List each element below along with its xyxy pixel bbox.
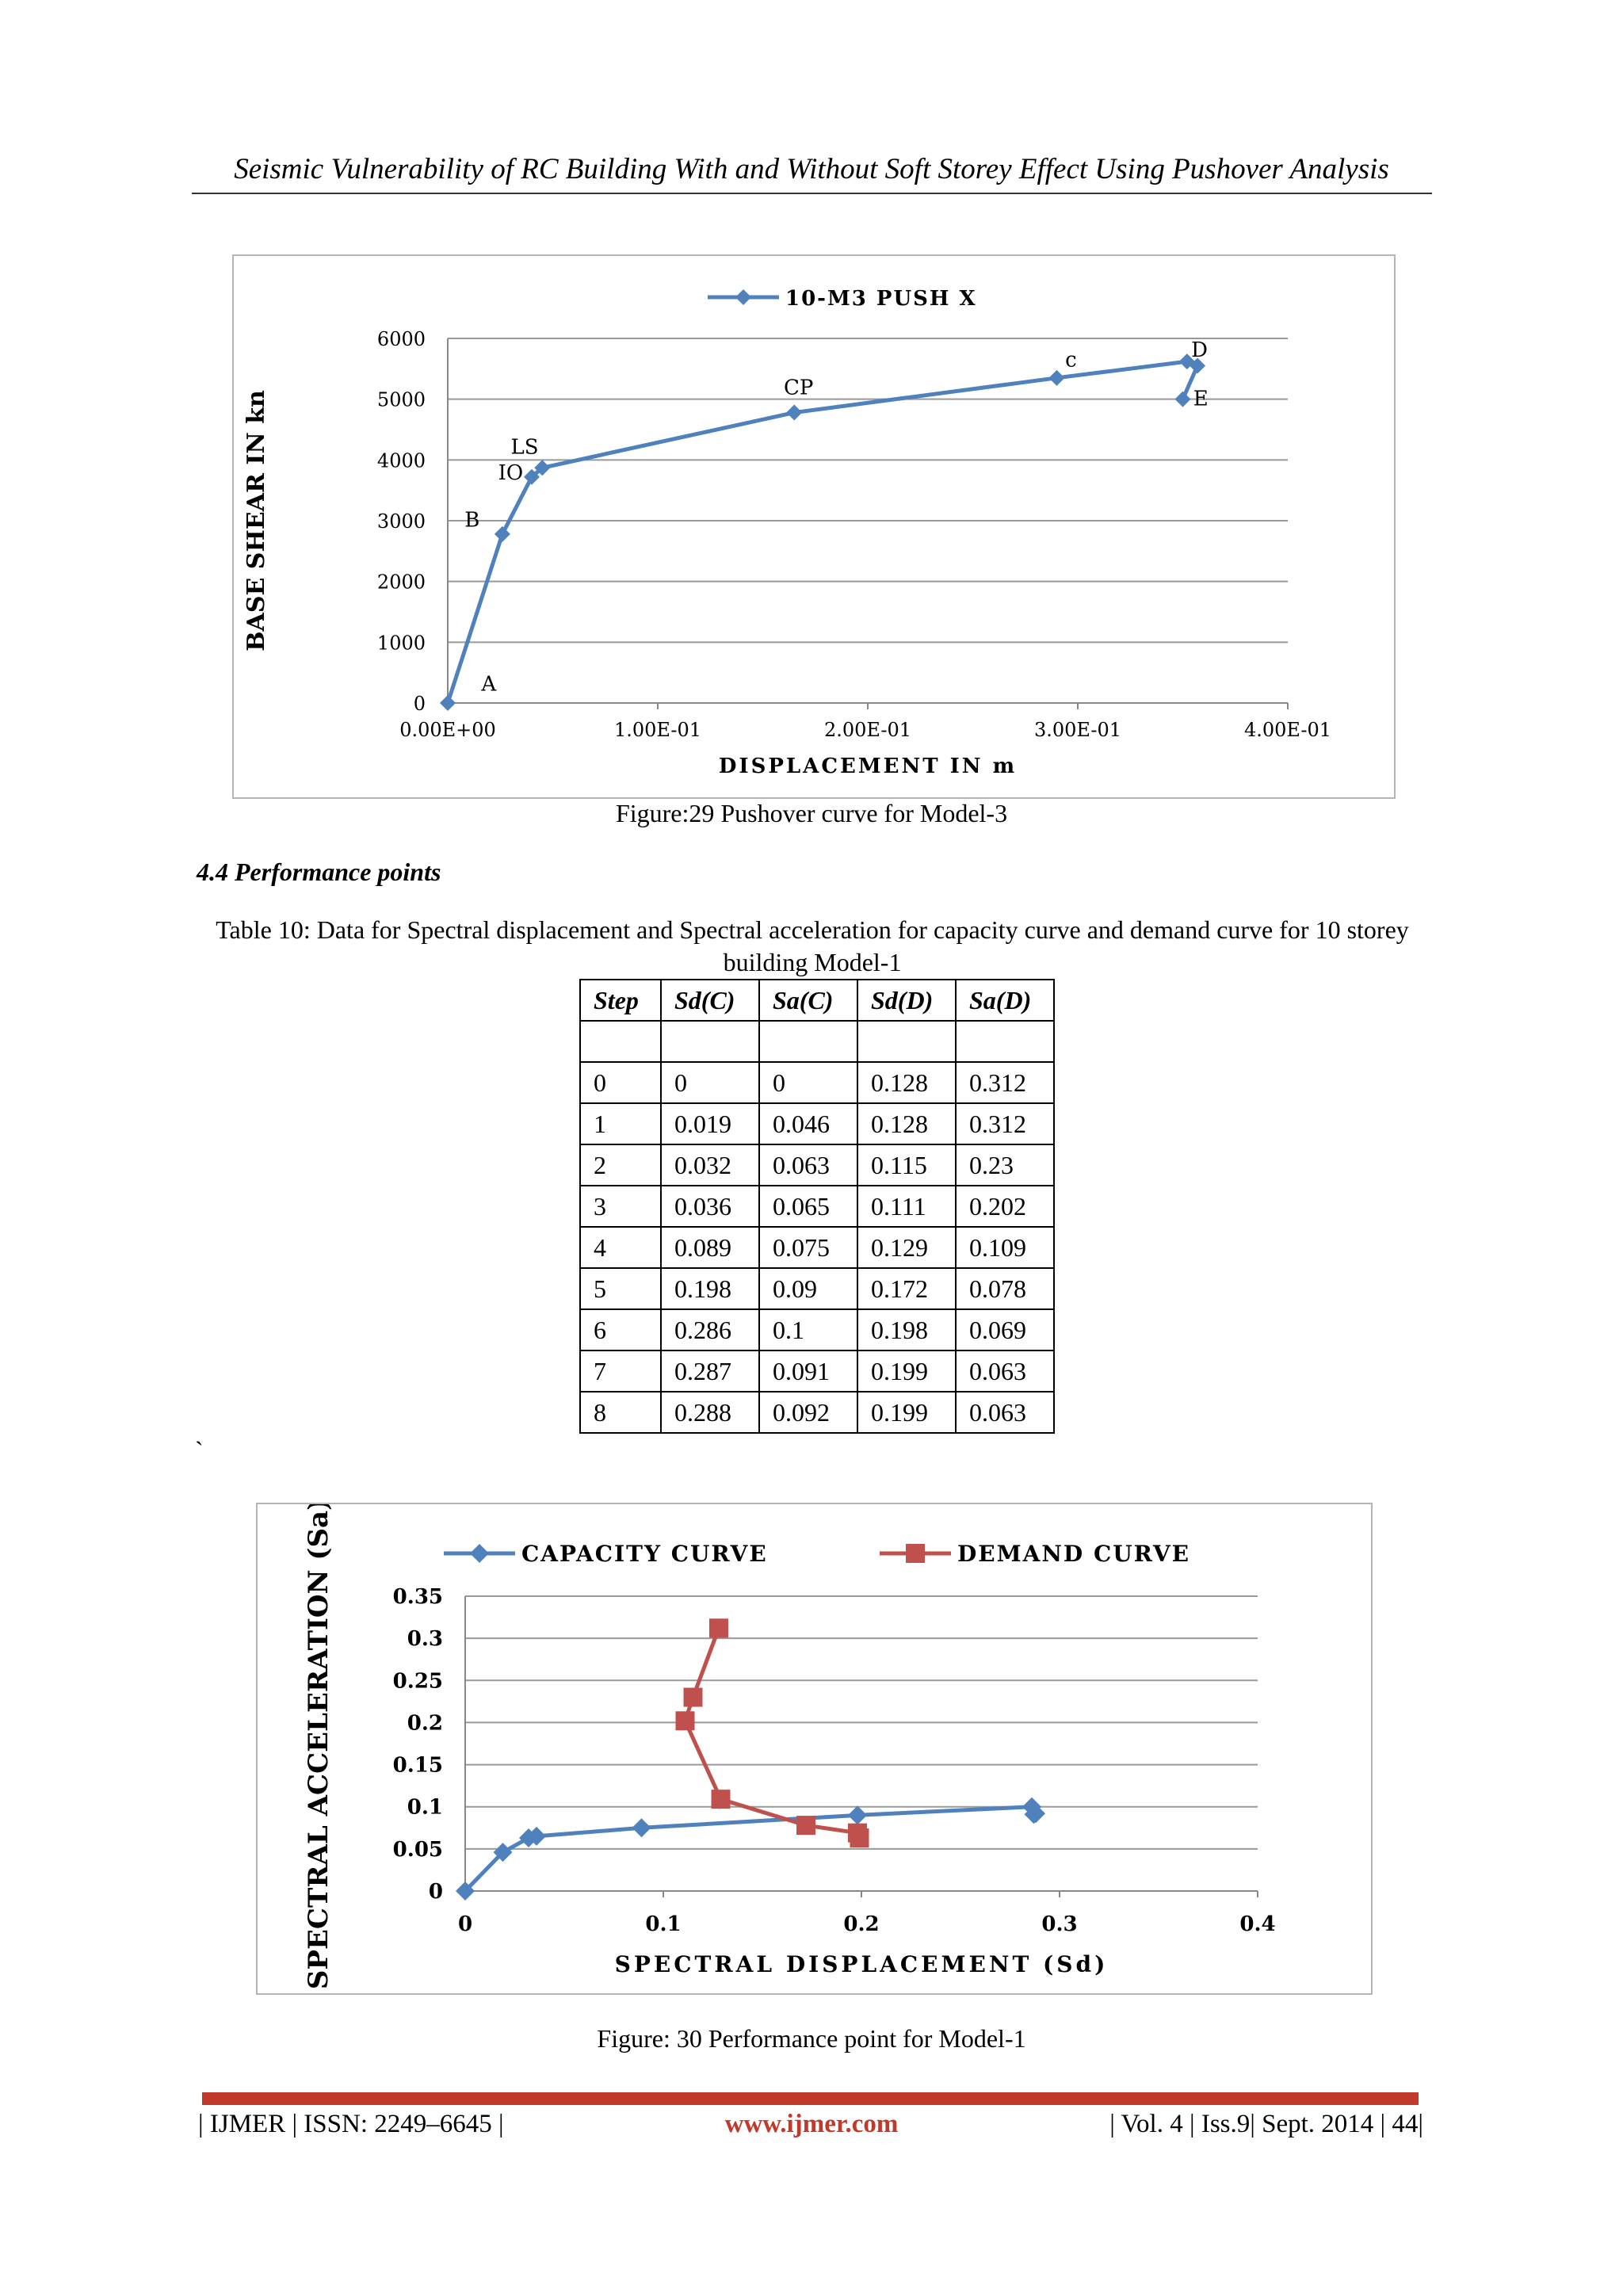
table-10-caption: Table 10: Data for Spectral displacement and Spectral acceleration for capacity curve and demand curve for 10 storey building Model-1 <box>216 915 1409 976</box>
y-tick-label: 0.25 <box>392 1669 443 1694</box>
table-cell: 0 <box>759 1062 857 1103</box>
table-cell: 0.063 <box>759 1144 857 1186</box>
data-point <box>684 1688 703 1707</box>
table-cell: 0.075 <box>759 1227 857 1268</box>
header-rule <box>192 193 1432 194</box>
y-tick-label: 4000 <box>376 449 426 472</box>
table-cell: 0.199 <box>857 1392 956 1433</box>
data-point <box>1049 370 1065 386</box>
x-tick-label: 1.00E-01 <box>613 719 702 741</box>
y-tick-label: 3000 <box>376 510 426 533</box>
table-cell: 5 <box>580 1268 661 1309</box>
data-point <box>850 1828 869 1847</box>
col-header-sa-d: Sa(D) <box>956 980 1054 1021</box>
col-header-sd-c: Sd(C) <box>661 980 759 1021</box>
table-cell: 0.287 <box>661 1350 759 1392</box>
y-tick-label: 1000 <box>376 632 426 655</box>
y-tick-label: 0 <box>413 693 426 715</box>
performance-point-chart <box>258 1504 1371 1993</box>
y-tick-label: 0.35 <box>392 1585 443 1609</box>
table-cell: 0.23 <box>956 1144 1054 1186</box>
table-cell: 0.128 <box>857 1062 956 1103</box>
data-point <box>440 695 456 711</box>
table-body <box>580 1021 1054 1433</box>
table-cell: 6 <box>580 1309 661 1350</box>
table-cell: 0.1 <box>759 1309 857 1350</box>
point-label: c <box>1065 348 1077 372</box>
table-cell: 0.019 <box>661 1103 759 1144</box>
x-tick-label: 0 <box>457 1912 473 1936</box>
table-cell: 3 <box>580 1186 661 1227</box>
table-cell: 0.063 <box>956 1392 1054 1433</box>
x-tick-label: 4.00E-01 <box>1243 719 1332 741</box>
table-cell: 0.312 <box>956 1062 1054 1103</box>
y-tick-label: 0.3 <box>407 1627 443 1652</box>
figure-29-frame <box>232 254 1396 799</box>
x-tick-label: 0.00E+00 <box>399 719 496 741</box>
footer-journal: | IJMER | ISSN: 2249–6645 | <box>198 2110 504 2138</box>
table-cell: 0.172 <box>857 1268 956 1309</box>
y-tick-label: 0.1 <box>407 1795 443 1820</box>
table-cell <box>759 1021 857 1062</box>
table-cell: 0.109 <box>956 1227 1054 1268</box>
table-cell: 0.199 <box>857 1350 956 1392</box>
x-axis-label: DISPLACEMENT IN m <box>718 755 1018 778</box>
table-header-row <box>580 980 1054 1021</box>
x-tick-label: 0.2 <box>843 1912 880 1936</box>
data-point <box>632 1818 651 1837</box>
table-cell: 0.089 <box>661 1227 759 1268</box>
data-point <box>712 1790 731 1809</box>
table-cell: 0.069 <box>956 1309 1054 1350</box>
table-cell: 0.128 <box>857 1103 956 1144</box>
legend-marker <box>735 289 751 305</box>
table-cell: 0.312 <box>956 1103 1054 1144</box>
table-cell: 0.092 <box>759 1392 857 1433</box>
table-row <box>580 1392 1054 1433</box>
col-header-sa-c: Sa(C) <box>759 980 857 1021</box>
table-row <box>580 1227 1054 1268</box>
table-cell: 0.198 <box>661 1268 759 1309</box>
footer-website-link[interactable]: www.ijmer.com <box>724 2110 899 2138</box>
table-cell: 0.111 <box>857 1186 956 1227</box>
table-row <box>580 1309 1054 1350</box>
x-tick-label: 0.3 <box>1041 1912 1078 1936</box>
table-cell: 0.288 <box>661 1392 759 1433</box>
table-cell <box>661 1021 759 1062</box>
table-cell <box>580 1021 661 1062</box>
stray-mark: ` <box>195 1436 204 1465</box>
table-row <box>580 1186 1054 1227</box>
y-axis-label: SPECTRAL ACCELERATION (Sa) <box>303 1504 334 1990</box>
series-line-0 <box>448 361 1197 703</box>
x-tick-label: 2.00E-01 <box>823 719 912 741</box>
table-cell: 1 <box>580 1103 661 1144</box>
x-tick-label: 3.00E-01 <box>1033 719 1122 741</box>
table-cell: 0 <box>661 1062 759 1103</box>
table-cell: 0.129 <box>857 1227 956 1268</box>
table-row <box>580 1144 1054 1186</box>
y-tick-label: 0.15 <box>392 1753 443 1778</box>
table-cell: 0.078 <box>956 1268 1054 1309</box>
table-cell: 2 <box>580 1144 661 1186</box>
table-cell <box>857 1021 956 1062</box>
y-tick-label: 5000 <box>376 388 426 411</box>
y-tick-label: 0.2 <box>407 1711 443 1736</box>
legend-marker <box>470 1544 489 1563</box>
data-point <box>495 526 510 542</box>
data-point <box>796 1816 815 1835</box>
table-cell: 0.065 <box>759 1186 857 1227</box>
point-label: CP <box>784 376 814 400</box>
legend-label: 10-M3 PUSH X <box>785 287 977 311</box>
figure-29-caption: Figure:29 Pushover curve for Model-3 <box>615 799 1008 827</box>
x-axis-label: SPECTRAL DISPLACEMENT (Sd) <box>614 1951 1109 1977</box>
legend-label: CAPACITY CURVE <box>521 1541 768 1567</box>
legend-label: DEMAND CURVE <box>957 1541 1191 1567</box>
table-cell: 0.198 <box>857 1309 956 1350</box>
table-cell: 0 <box>580 1062 661 1103</box>
table-row <box>580 1103 1054 1144</box>
y-tick-label: 6000 <box>376 328 426 350</box>
figure-30-frame <box>256 1503 1373 1995</box>
table-cell: 0.091 <box>759 1350 857 1392</box>
table-cell: 0.286 <box>661 1309 759 1350</box>
table-row <box>580 1021 1054 1062</box>
y-tick-label: 2000 <box>376 571 426 594</box>
point-label: A <box>481 672 497 697</box>
point-label: IO <box>498 460 524 485</box>
footer-volume: | Vol. 4 | Iss.9| Sept. 2014 | 44| <box>1109 2110 1423 2138</box>
legend-marker <box>906 1544 925 1563</box>
table-row <box>580 1062 1054 1103</box>
point-label: D <box>1191 338 1208 362</box>
table-cell: 0.063 <box>956 1350 1054 1392</box>
table-cell: 0.202 <box>956 1186 1054 1227</box>
y-tick-label: 0.05 <box>392 1837 443 1862</box>
y-axis-label: BASE SHEAR IN kn <box>242 390 270 651</box>
table-cell: 0.046 <box>759 1103 857 1144</box>
table-cell: 4 <box>580 1227 661 1268</box>
table-cell: 7 <box>580 1350 661 1392</box>
figure-30-caption: Figure: 30 Performance point for Model-1 <box>597 2024 1026 2053</box>
table-cell: 0.036 <box>661 1186 759 1227</box>
pushover-chart <box>234 256 1394 797</box>
table-10 <box>579 979 1055 1434</box>
data-point <box>1175 392 1191 407</box>
col-header-sd-d: Sd(D) <box>857 980 956 1021</box>
point-label: B <box>464 508 480 533</box>
x-tick-label: 0.1 <box>645 1912 682 1936</box>
table-row <box>580 1350 1054 1392</box>
col-header-step: Step <box>580 980 661 1021</box>
x-tick-label: 0.4 <box>1239 1912 1276 1936</box>
y-tick-label: 0 <box>428 1880 443 1904</box>
section-heading: 4.4 Performance points <box>197 858 441 886</box>
table-cell: 8 <box>580 1392 661 1433</box>
table-cell: 0.115 <box>857 1144 956 1186</box>
table-cell: 0.09 <box>759 1268 857 1309</box>
data-point <box>709 1618 728 1637</box>
table-row <box>580 1268 1054 1309</box>
point-label: E <box>1193 387 1209 411</box>
footer-rule <box>202 2092 1419 2105</box>
point-label: LS <box>510 435 539 460</box>
table-cell <box>956 1021 1054 1062</box>
data-point <box>676 1711 695 1730</box>
running-header: Seismic Vulnerability of RC Building With and Without Soft Storey Effect Using Pushover Analysis <box>234 153 1389 185</box>
data-point <box>848 1805 867 1824</box>
data-point <box>786 405 802 421</box>
table-cell: 0.032 <box>661 1144 759 1186</box>
